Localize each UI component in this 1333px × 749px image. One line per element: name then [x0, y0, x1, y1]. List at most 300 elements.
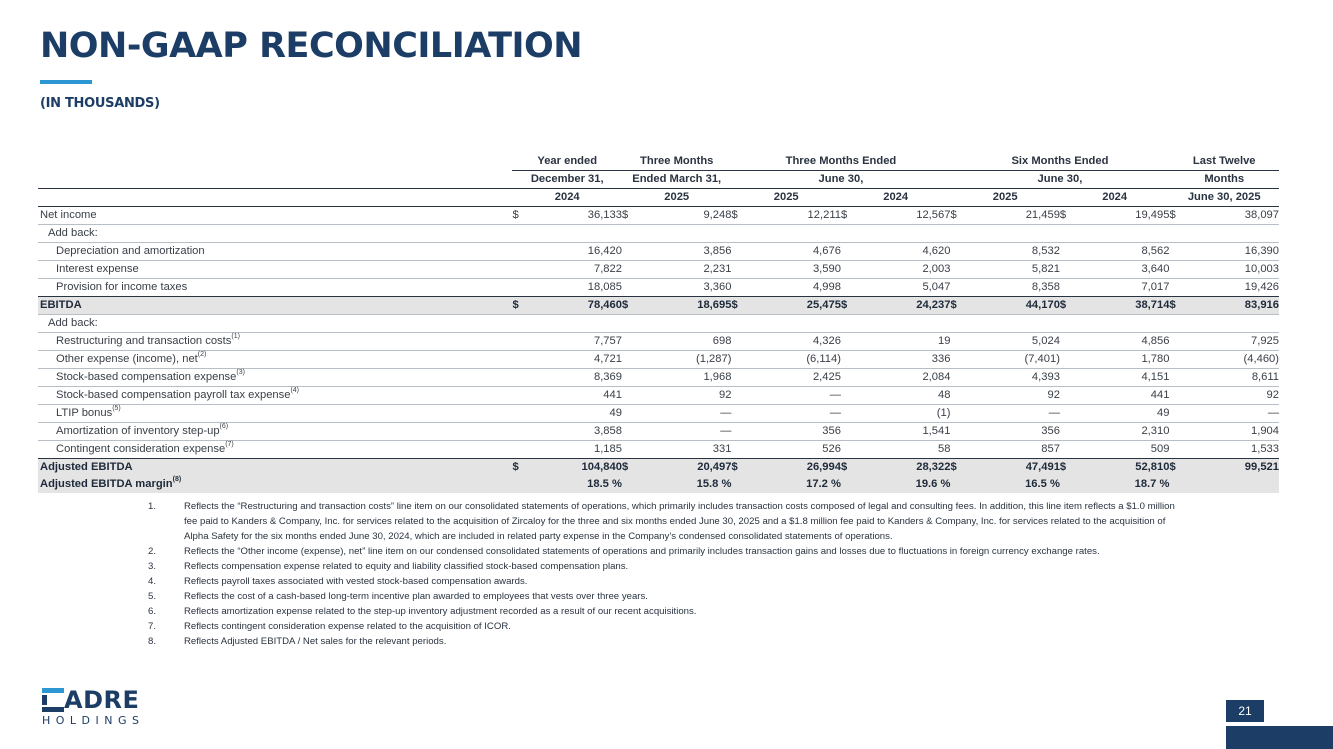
header-period: Year ended	[512, 153, 622, 171]
value-cell: 356	[749, 423, 841, 441]
value-cell: (1,287)	[639, 351, 731, 369]
currency-symbol: $	[840, 209, 848, 221]
row-label	[38, 261, 512, 279]
row-label-text: Adjusted EBITDA	[40, 461, 133, 473]
currency-symbol	[1060, 261, 1077, 279]
header-row-year	[38, 189, 1279, 207]
footnote	[148, 559, 1188, 574]
currency-symbol	[622, 279, 639, 297]
currency-symbol	[950, 387, 967, 405]
currency-symbol	[1060, 441, 1077, 459]
currency-symbol: $	[622, 297, 639, 315]
header-year: 2024	[512, 189, 622, 207]
header-empty	[38, 189, 512, 207]
header-period: Last Twelve	[1169, 153, 1279, 171]
row-label-text: Provision for income taxes	[56, 281, 188, 293]
header-empty	[38, 153, 512, 171]
currency-symbol: $	[1169, 297, 1186, 315]
header-period: Three Months	[622, 153, 731, 171]
currency-symbol	[622, 243, 639, 261]
header-date: December 31,	[512, 171, 622, 189]
value-cell: 44,170	[968, 297, 1060, 315]
currency-symbol	[512, 261, 529, 279]
currency-symbol	[1169, 351, 1186, 369]
row-label	[38, 387, 512, 405]
table-row	[38, 441, 1279, 459]
currency-symbol	[622, 387, 639, 405]
currency-symbol	[950, 441, 967, 459]
value-cell: 7,925	[1187, 333, 1279, 351]
value-cell	[968, 225, 1060, 243]
value-cell: 3,858	[530, 423, 622, 441]
value-cell	[858, 225, 950, 243]
value-cell	[639, 225, 731, 243]
footnote-number: 7.	[148, 621, 157, 632]
currency-symbol: $	[950, 209, 957, 221]
value-cell	[858, 315, 950, 333]
currency-symbol: $	[621, 209, 629, 221]
header-year: 2025	[950, 189, 1059, 207]
row-label	[38, 207, 512, 225]
value-cell: 12,567	[916, 209, 951, 221]
value-cell: 16,420	[530, 243, 622, 261]
currency-symbol	[731, 279, 748, 297]
value-cell: 92	[1187, 387, 1279, 405]
currency-symbol	[512, 387, 529, 405]
title-underline	[40, 80, 92, 84]
table-row	[38, 387, 1279, 405]
value-cell: 3,360	[639, 279, 731, 297]
row-label-text: Net income	[40, 209, 97, 221]
footnote	[148, 619, 1188, 634]
footnote-ref: (6)	[219, 423, 229, 430]
cadre-c-icon	[42, 688, 64, 712]
value-cell: 4,326	[749, 333, 841, 351]
row-label	[38, 279, 512, 297]
currency-symbol	[731, 387, 748, 405]
footnote-number: 5.	[148, 591, 157, 602]
currency-symbol	[1169, 405, 1186, 423]
table-row	[38, 333, 1279, 351]
logo-wordmark: ADRE	[64, 686, 140, 714]
page-number: 21	[1226, 700, 1264, 722]
header-year: 2024	[1060, 189, 1170, 207]
value-cell	[1187, 315, 1279, 333]
value-cell: 1,541	[858, 423, 950, 441]
value-cell: 857	[968, 441, 1060, 459]
currency-symbol	[950, 369, 967, 387]
footnote-number: 2.	[148, 546, 157, 557]
value-cell: —	[1187, 405, 1279, 423]
currency-symbol	[841, 441, 858, 459]
value-cell: 1,780	[1077, 351, 1169, 369]
currency-symbol: $	[731, 209, 738, 221]
footnote	[148, 499, 1188, 544]
currency-symbol	[512, 279, 529, 297]
row-label-text: Stock-based compensation payroll tax expense	[56, 389, 291, 401]
currency-symbol	[1060, 333, 1077, 351]
table-row	[38, 279, 1279, 297]
currency-symbol	[841, 315, 858, 333]
value-cell: 10,003	[1187, 261, 1279, 279]
currency-symbol: $	[1059, 209, 1067, 221]
value-cell: (4,460)	[1187, 351, 1279, 369]
footnote-ref: (5)	[112, 405, 121, 412]
row-label-text: Depreciation and amortization	[56, 245, 205, 257]
currency-symbol	[731, 423, 748, 441]
currency-symbol: $	[512, 297, 529, 315]
row-label	[38, 243, 512, 261]
value-cell: 2,003	[858, 261, 950, 279]
value-cell	[749, 315, 841, 333]
currency-symbol	[950, 261, 967, 279]
row-label	[38, 297, 512, 315]
table-row	[38, 476, 1279, 493]
row-label	[38, 225, 512, 243]
value-cell: 18.5 %	[530, 476, 622, 493]
row-label-text: EBITDA	[40, 299, 82, 311]
value-cell: 48	[858, 387, 950, 405]
footnote-number: 1.	[148, 501, 157, 512]
currency-symbol	[950, 225, 967, 243]
currency-symbol	[950, 333, 967, 351]
currency-symbol	[1060, 351, 1077, 369]
value-cell: 83,916	[1187, 297, 1279, 315]
row-label	[38, 423, 512, 441]
value-cell: 698	[639, 333, 731, 351]
currency-symbol	[1169, 225, 1186, 243]
row-label-text: Adjusted EBITDA margin	[40, 478, 173, 490]
currency-symbol	[731, 333, 748, 351]
currency-symbol	[841, 369, 858, 387]
value-cell	[1187, 476, 1279, 493]
currency-symbol: $	[950, 459, 967, 477]
header-date: June 30,	[950, 171, 1169, 189]
currency-symbol	[622, 315, 639, 333]
currency-symbol: $	[1060, 459, 1077, 477]
header-period: Three Months Ended	[731, 153, 950, 171]
value-cell: 5,024	[968, 333, 1060, 351]
currency-symbol	[731, 261, 748, 279]
header-year: 2024	[841, 189, 951, 207]
table-row	[38, 243, 1279, 261]
currency-symbol	[1060, 279, 1077, 297]
value-cell: 92	[639, 387, 731, 405]
value-cell: 1,533	[1187, 441, 1279, 459]
value-cell: 58	[858, 441, 950, 459]
value-cell: 356	[968, 423, 1060, 441]
value-cell: 8,369	[530, 369, 622, 387]
currency-symbol	[622, 333, 639, 351]
value-cell: 1,185	[530, 441, 622, 459]
table-row	[38, 423, 1279, 441]
currency-symbol	[512, 315, 529, 333]
row-label	[38, 333, 512, 351]
currency-symbol	[1169, 279, 1186, 297]
value-cell: 38,097	[1244, 209, 1279, 221]
value-cell: 8,562	[1077, 243, 1169, 261]
table-row	[38, 207, 1279, 225]
currency-symbol	[512, 441, 529, 459]
value-cell: 526	[749, 441, 841, 459]
value-cell: 38,714	[1077, 297, 1169, 315]
currency-symbol	[512, 225, 529, 243]
footnote-text: Reflects Adjusted EBITDA / Net sales for the relevant periods.	[184, 636, 447, 647]
currency-symbol	[622, 261, 639, 279]
currency-symbol	[950, 351, 967, 369]
value-cell	[639, 315, 731, 333]
currency-symbol: $	[1169, 209, 1176, 221]
currency-symbol: $	[731, 297, 748, 315]
row-label-text: LTIP bonus	[56, 407, 113, 419]
value-cell: 4,393	[968, 369, 1060, 387]
footnote	[148, 604, 1188, 619]
header-year: June 30, 2025	[1169, 189, 1279, 207]
currency-symbol	[731, 243, 748, 261]
currency-symbol	[1169, 315, 1186, 333]
currency-symbol	[841, 476, 858, 493]
row-label	[38, 476, 512, 493]
value-cell: 92	[968, 387, 1060, 405]
currency-symbol: $	[1169, 459, 1186, 477]
value-cell: 4,620	[858, 243, 950, 261]
currency-symbol	[1169, 476, 1186, 493]
row-label	[38, 441, 512, 459]
value-cell: 509	[1077, 441, 1169, 459]
value-cell: —	[639, 423, 731, 441]
footnote-text: Reflects the “Other income (expense), net” line item on our condensed consolidated statements of operations and primarily includes transaction gains and losses due to fluctuations in foreign currency exchange rates.	[184, 546, 1100, 557]
value-cell	[1077, 225, 1169, 243]
footnote-ref: (4)	[290, 387, 300, 394]
footer-bar	[1226, 726, 1333, 749]
value-cell: 2,231	[639, 261, 731, 279]
company-logo	[42, 688, 145, 727]
value-cell: 12,211	[807, 209, 841, 221]
value-cell: 441	[1077, 387, 1169, 405]
currency-symbol	[731, 225, 748, 243]
footnote-ref: (3)	[236, 369, 245, 376]
footnote-text: Reflects the “Restructuring and transaction costs” line item on our consolidated statements of operations, which primarily includes transaction costs composed of legal and consulting fees. In addition, this line item reflects a $1.0 million fee paid to Kanders & Company, Inc. for services related to the acquisition of Zircaloy for the three and six months ended June 30, 2025 and a $1.8 million fee paid to Kanders & Company, Inc. for services related to the acquisition of Alpha Safety for the six months ended June 30, 2024, which are included in related party expense in the Company’s condensed consolidated statements of operations.	[184, 501, 1175, 542]
value-cell: 7,757	[530, 333, 622, 351]
row-label-text: Other expense (income), net	[56, 353, 198, 365]
value-cell: 4,998	[749, 279, 841, 297]
currency-symbol	[950, 423, 967, 441]
table-row	[38, 261, 1279, 279]
value-cell	[968, 315, 1060, 333]
currency-symbol	[731, 369, 748, 387]
header-date: June 30,	[731, 171, 950, 189]
value-cell: 5,821	[968, 261, 1060, 279]
value-cell: 18.7 %	[1077, 476, 1169, 493]
currency-symbol	[622, 225, 639, 243]
value-cell: 2,425	[749, 369, 841, 387]
footnote	[148, 544, 1188, 559]
value-cell: 16.5 %	[968, 476, 1060, 493]
footnote-text: Reflects compensation expense related to equity and liability classified stock-based compensation plans.	[184, 561, 629, 572]
value-cell: (7,401)	[968, 351, 1060, 369]
value-cell: 16,390	[1187, 243, 1279, 261]
currency-symbol	[1060, 243, 1077, 261]
value-cell: —	[749, 405, 841, 423]
row-label-text: Contingent consideration expense	[56, 443, 226, 455]
table-row	[38, 297, 1279, 315]
currency-symbol	[841, 351, 858, 369]
value-cell: 26,994	[749, 459, 841, 477]
currency-symbol	[731, 476, 748, 493]
value-cell: 20,497	[639, 459, 731, 477]
value-cell: 7,822	[530, 261, 622, 279]
currency-symbol	[622, 476, 639, 493]
currency-symbol: $	[950, 297, 967, 315]
value-cell: 2,084	[858, 369, 950, 387]
value-cell: (1)	[858, 405, 950, 423]
currency-symbol	[622, 423, 639, 441]
currency-symbol	[1060, 315, 1077, 333]
footnote-number: 4.	[148, 576, 157, 587]
value-cell	[1187, 225, 1279, 243]
currency-symbol	[512, 369, 529, 387]
currency-symbol	[1169, 387, 1186, 405]
value-cell: 49	[530, 405, 622, 423]
currency-symbol	[731, 405, 748, 423]
currency-symbol	[950, 476, 967, 493]
value-cell: 1,968	[639, 369, 731, 387]
currency-symbol: $	[841, 297, 858, 315]
currency-symbol: $	[1060, 297, 1077, 315]
currency-symbol	[512, 476, 529, 493]
currency-symbol	[1060, 225, 1077, 243]
footnote-ref: (8)	[172, 476, 182, 483]
value-cell: 49	[1077, 405, 1169, 423]
currency-symbol	[1060, 476, 1077, 493]
currency-symbol	[1060, 387, 1077, 405]
value-cell: 7,017	[1077, 279, 1169, 297]
value-cell: 4,721	[530, 351, 622, 369]
page-title: NON-GAAP RECONCILIATION	[40, 26, 583, 66]
footnote-text: Reflects payroll taxes associated with vested stock-based compensation awards.	[184, 576, 528, 587]
value-cell: 47,491	[968, 459, 1060, 477]
page-subtitle: (IN THOUSANDS)	[40, 96, 160, 111]
value-cell: 19	[858, 333, 950, 351]
currency-symbol	[841, 405, 858, 423]
footnote	[148, 634, 1188, 649]
currency-symbol	[950, 279, 967, 297]
value-cell: 441	[530, 387, 622, 405]
currency-symbol	[1169, 261, 1186, 279]
value-cell: 19.6 %	[858, 476, 950, 493]
row-label	[38, 459, 512, 477]
value-cell: 25,475	[749, 297, 841, 315]
currency-symbol	[512, 351, 529, 369]
value-cell: 104,840	[530, 459, 622, 477]
value-cell: 4,151	[1077, 369, 1169, 387]
currency-symbol: $	[841, 459, 858, 477]
currency-symbol	[731, 315, 748, 333]
value-cell: 28,322	[858, 459, 950, 477]
currency-symbol	[1169, 243, 1186, 261]
value-cell: 3,640	[1077, 261, 1169, 279]
value-cell	[749, 225, 841, 243]
value-cell: 8,611	[1187, 369, 1279, 387]
footnote-text: Reflects the cost of a cash-based long-term incentive plan awarded to employees that vests over three years.	[184, 591, 648, 602]
value-cell: —	[749, 387, 841, 405]
currency-symbol	[841, 333, 858, 351]
row-label-text: Interest expense	[56, 263, 139, 275]
value-cell: 5,047	[858, 279, 950, 297]
value-cell: 8,532	[968, 243, 1060, 261]
currency-symbol: $	[512, 459, 529, 477]
currency-symbol	[841, 261, 858, 279]
value-cell	[1077, 315, 1169, 333]
currency-symbol	[622, 351, 639, 369]
footnote-number: 3.	[148, 561, 157, 572]
footnote	[148, 589, 1188, 604]
currency-symbol	[512, 243, 529, 261]
currency-symbol	[1060, 369, 1077, 387]
table-row	[38, 351, 1279, 369]
header-year: 2025	[731, 189, 840, 207]
footnotes	[148, 499, 1188, 649]
currency-symbol	[731, 441, 748, 459]
value-cell: 2,310	[1077, 423, 1169, 441]
footnote-ref: (1)	[231, 333, 240, 340]
currency-symbol	[841, 243, 858, 261]
value-cell: 9,248	[703, 209, 732, 221]
table-row	[38, 405, 1279, 423]
value-cell: (6,114)	[749, 351, 841, 369]
value-cell: —	[968, 405, 1060, 423]
value-cell: 17.2 %	[749, 476, 841, 493]
currency-symbol	[1169, 441, 1186, 459]
value-cell: 78,460	[530, 297, 622, 315]
currency-symbol: $	[622, 459, 639, 477]
currency-symbol	[841, 423, 858, 441]
value-cell: 19,495	[1135, 209, 1170, 221]
value-cell: —	[639, 405, 731, 423]
row-label-text: Add back:	[48, 227, 98, 239]
currency-symbol	[1169, 333, 1186, 351]
currency-symbol	[512, 423, 529, 441]
header-period: Six Months Ended	[950, 153, 1169, 171]
currency-symbol	[622, 441, 639, 459]
row-label	[38, 369, 512, 387]
footnote-ref: (7)	[225, 441, 234, 448]
footnote-text: Reflects contingent consideration expense related to the acquisition of ICOR.	[184, 621, 511, 632]
header-year: 2025	[622, 189, 731, 207]
row-label	[38, 315, 512, 333]
currency-symbol	[950, 315, 967, 333]
currency-symbol	[841, 279, 858, 297]
value-cell: 336	[858, 351, 950, 369]
footnote-number: 8.	[148, 636, 157, 647]
reconciliation-table	[38, 153, 1279, 493]
value-cell	[530, 315, 622, 333]
value-cell: 4,676	[749, 243, 841, 261]
header-row-date	[38, 171, 1279, 189]
footnote-text: Reflects amortization expense related to the step-up inventory adjustment recorded as a result of our recent acquisitions.	[184, 606, 697, 617]
header-row-period	[38, 153, 1279, 171]
table-row	[38, 459, 1279, 477]
value-cell: 52,810	[1077, 459, 1169, 477]
value-cell: 24,237	[858, 297, 950, 315]
row-label-text: Stock-based compensation expense	[56, 371, 237, 383]
header-date: Months	[1169, 171, 1279, 189]
currency-symbol	[1060, 405, 1077, 423]
header-date: Ended March 31,	[622, 171, 731, 189]
value-cell: 99,521	[1187, 459, 1279, 477]
currency-symbol: $	[512, 209, 519, 221]
row-label-text: Amortization of inventory step-up	[56, 425, 220, 437]
